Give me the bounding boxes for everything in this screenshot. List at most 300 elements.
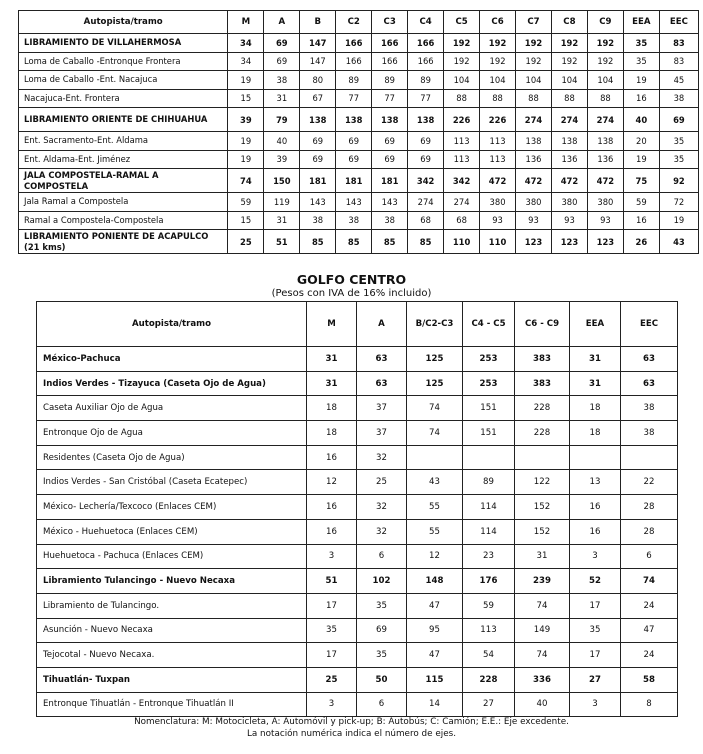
toll-value-cell: 166 [336,52,372,71]
column-header: EEC [659,11,698,34]
toll-value-cell: 113 [444,150,480,169]
table-row [19,150,699,169]
table-header-row [19,11,699,34]
toll-value-cell: 228 [515,396,570,421]
column-header-route: Autopista/tramo [37,302,307,347]
toll-value-cell: 74 [228,169,264,193]
toll-value-cell: 383 [515,371,570,396]
table-row [37,692,678,717]
toll-value-cell: 40 [515,692,570,717]
toll-value-cell: 47 [407,643,463,668]
footnote-axes-note: La notación numérica indica el número de ejes. [246,729,457,739]
toll-value-cell: 18 [307,396,357,421]
toll-value-cell: 110 [480,230,516,254]
route-name-cell: Indios Verdes - San Cristóbal (Caseta Ecatepec) [37,470,307,495]
route-name-cell: Libramiento Tulancingo - Nuevo Necaxa [37,569,307,594]
toll-value-cell: 45 [659,71,698,90]
toll-value-cell: 35 [623,34,659,53]
toll-value-cell: 113 [480,150,516,169]
toll-value-cell: 181 [372,169,408,193]
toll-value-cell: 166 [408,52,444,71]
toll-value-cell: 35 [623,52,659,71]
toll-value-cell: 93 [480,211,516,230]
toll-value-cell: 69 [357,618,407,643]
toll-value-cell: 166 [336,34,372,53]
toll-value-cell: 95 [407,618,463,643]
toll-value-cell: 88 [516,89,552,108]
route-name-cell: Asunción - Nuevo Necaxa [37,618,307,643]
table-row [19,169,699,193]
toll-value-cell: 136 [516,150,552,169]
route-name-cell: Ramal a Compostela-Compostela [19,211,228,230]
toll-value-cell: 115 [407,667,463,692]
toll-value-cell: 147 [300,52,336,71]
toll-value-cell: 55 [407,519,463,544]
toll-value-cell: 75 [623,169,659,193]
toll-value-cell: 16 [570,519,621,544]
toll-value-cell: 228 [515,421,570,446]
column-header: B/C2-C3 [407,302,463,347]
toll-value-cell: 31 [264,89,300,108]
toll-value-cell: 19 [228,132,264,151]
toll-value-cell: 13 [570,470,621,495]
toll-value-cell: 63 [621,347,678,372]
table-row [19,52,699,71]
table-row [37,618,678,643]
toll-value-cell: 68 [444,211,480,230]
toll-value-cell [407,445,463,470]
toll-value-cell: 69 [264,52,300,71]
toll-value-cell: 151 [463,421,515,446]
table-row [37,347,678,372]
toll-value-cell: 26 [623,230,659,254]
table-row [37,396,678,421]
toll-value-cell: 92 [659,169,698,193]
toll-value-cell: 19 [659,211,698,230]
toll-value-cell: 472 [480,169,516,193]
toll-value-cell: 113 [463,618,515,643]
toll-value-cell: 166 [372,34,408,53]
route-name-cell: Nacajuca-Ent. Frontera [19,89,228,108]
column-header: EEA [570,302,621,347]
route-name-cell: México - Huehuetoca (Enlaces CEM) [37,519,307,544]
toll-value-cell: 69 [300,132,336,151]
toll-value-cell: 122 [515,470,570,495]
toll-value-cell: 12 [407,544,463,569]
toll-value-cell: 14 [407,692,463,717]
toll-value-cell: 25 [307,667,357,692]
toll-value-cell: 35 [307,618,357,643]
toll-value-cell: 31 [515,544,570,569]
toll-value-cell: 192 [444,34,480,53]
toll-value-cell: 6 [621,544,678,569]
table-header-row [37,302,678,347]
toll-value-cell: 74 [515,593,570,618]
toll-value-cell: 74 [515,643,570,668]
toll-value-cell: 77 [372,89,408,108]
toll-value-cell: 31 [264,211,300,230]
toll-value-cell: 143 [300,193,336,212]
toll-value-cell: 88 [551,89,587,108]
toll-value-cell: 114 [463,519,515,544]
table-row [19,211,699,230]
column-header: C5 [444,11,480,34]
route-name-cell: México-Pachuca [37,347,307,372]
toll-value-cell: 253 [463,347,515,372]
toll-value-cell: 89 [372,71,408,90]
toll-value-cell: 152 [515,519,570,544]
toll-value-cell: 253 [463,371,515,396]
toll-table-golfo-centro [36,301,678,717]
toll-value-cell: 3 [307,692,357,717]
toll-value-cell: 88 [480,89,516,108]
toll-value-cell: 24 [621,643,678,668]
column-header: A [264,11,300,34]
toll-value-cell: 35 [570,618,621,643]
toll-value-cell: 192 [444,52,480,71]
toll-value-cell: 274 [444,193,480,212]
toll-value-cell: 138 [587,132,623,151]
toll-value-cell: 28 [621,519,678,544]
toll-value-cell: 47 [407,593,463,618]
toll-value-cell: 93 [551,211,587,230]
toll-value-cell: 104 [551,71,587,90]
toll-value-cell: 17 [307,593,357,618]
toll-value-cell: 472 [551,169,587,193]
route-name-cell: Loma de Caballo -Entronque Frontera [19,52,228,71]
toll-value-cell: 113 [444,132,480,151]
toll-value-cell: 63 [621,371,678,396]
toll-value-cell: 6 [357,544,407,569]
route-name-cell: Tejocotal - Nuevo Necaxa. [37,643,307,668]
toll-value-cell: 69 [372,150,408,169]
toll-value-cell: 43 [407,470,463,495]
route-name-cell: Huehuetoca - Pachuca (Enlaces CEM) [37,544,307,569]
toll-value-cell: 143 [336,193,372,212]
toll-value-cell: 27 [463,692,515,717]
column-header: B [300,11,336,34]
toll-value-cell: 104 [444,71,480,90]
toll-value-cell: 228 [463,667,515,692]
toll-value-cell: 52 [570,569,621,594]
toll-value-cell: 83 [659,34,698,53]
toll-value-cell: 152 [515,495,570,520]
route-name-cell: Loma de Caballo -Ent. Nacajuca [19,71,228,90]
toll-value-cell: 69 [300,150,336,169]
table-row [19,108,699,132]
toll-value-cell: 166 [408,34,444,53]
toll-value-cell: 123 [516,230,552,254]
table-row [37,445,678,470]
table-row [37,643,678,668]
table-row [19,34,699,53]
toll-value-cell: 83 [659,52,698,71]
section-title: GOLFO CENTRO [296,272,407,287]
toll-value-cell: 192 [551,52,587,71]
table-row [37,470,678,495]
toll-value-cell: 25 [228,230,264,254]
footnote-nomenclature: Nomenclatura: M: Motocicleta, A: Automóvil y pick-up; B: Autobús; C: Camión; E.E.: Eje excedente. [134,717,569,727]
column-header: C6 [480,11,516,34]
toll-value-cell: 192 [587,34,623,53]
toll-value-cell [621,445,678,470]
toll-value-cell: 31 [307,371,357,396]
toll-value-cell: 55 [407,495,463,520]
toll-value-cell: 181 [300,169,336,193]
toll-value-cell: 166 [372,52,408,71]
toll-value-cell: 69 [372,132,408,151]
toll-value-cell: 89 [408,71,444,90]
route-name-cell: Libramiento de Tulancingo. [37,593,307,618]
toll-value-cell: 59 [228,193,264,212]
toll-value-cell: 192 [587,52,623,71]
toll-value-cell: 176 [463,569,515,594]
toll-value-cell: 342 [408,169,444,193]
route-name-cell: Caseta Auxiliar Ojo de Agua [37,396,307,421]
toll-value-cell: 79 [264,108,300,132]
toll-value-cell: 63 [357,371,407,396]
toll-value-cell: 27 [570,667,621,692]
toll-value-cell: 143 [372,193,408,212]
toll-value-cell: 383 [515,347,570,372]
toll-value-cell: 15 [228,211,264,230]
column-header: M [228,11,264,34]
toll-value-cell: 37 [357,421,407,446]
toll-value-cell: 69 [408,150,444,169]
column-header: A [357,302,407,347]
toll-value-cell: 336 [515,667,570,692]
toll-value-cell: 47 [621,618,678,643]
toll-value-cell: 3 [570,544,621,569]
toll-value-cell: 23 [463,544,515,569]
column-header: C9 [587,11,623,34]
toll-value-cell: 16 [307,519,357,544]
table-row [19,89,699,108]
toll-value-cell: 472 [516,169,552,193]
toll-value-cell: 40 [623,108,659,132]
toll-value-cell: 226 [444,108,480,132]
toll-value-cell: 380 [480,193,516,212]
toll-value-cell: 63 [357,347,407,372]
route-name-cell: Jala Ramal a Compostela [19,193,228,212]
route-name-cell: Tihuatlán- Tuxpan [37,667,307,692]
toll-value-cell: 69 [659,108,698,132]
toll-value-cell: 32 [357,495,407,520]
toll-value-cell: 226 [480,108,516,132]
toll-value-cell: 17 [307,643,357,668]
toll-value-cell: 69 [408,132,444,151]
toll-value-cell: 125 [407,371,463,396]
toll-value-cell: 38 [659,89,698,108]
toll-value-cell: 32 [357,519,407,544]
toll-value-cell: 59 [623,193,659,212]
toll-value-cell: 93 [587,211,623,230]
toll-value-cell: 380 [587,193,623,212]
toll-value-cell: 151 [463,396,515,421]
table-row [37,495,678,520]
route-name-cell: LIBRAMIENTO DE VILLAHERMOSA [19,34,228,53]
toll-value-cell: 74 [621,569,678,594]
toll-value-cell: 74 [407,421,463,446]
toll-value-cell: 31 [307,347,357,372]
toll-value-cell: 54 [463,643,515,668]
toll-value-cell: 380 [551,193,587,212]
route-name-cell: Ent. Aldama-Ent. Jiménez [19,150,228,169]
toll-value-cell: 67 [300,89,336,108]
toll-value-cell: 274 [587,108,623,132]
toll-value-cell [463,445,515,470]
toll-value-cell: 104 [516,71,552,90]
toll-value-cell: 80 [300,71,336,90]
section-subtitle: (Pesos con IVA de 16% incluido) [271,288,432,299]
toll-value-cell: 342 [444,169,480,193]
toll-value-cell: 192 [480,52,516,71]
toll-value-cell: 69 [336,150,372,169]
toll-value-cell: 68 [408,211,444,230]
table-row [37,593,678,618]
table-row [19,193,699,212]
toll-value-cell: 380 [516,193,552,212]
toll-value-cell: 77 [408,89,444,108]
toll-value-cell: 8 [621,692,678,717]
toll-value-cell: 35 [357,593,407,618]
column-header: C7 [516,11,552,34]
toll-value-cell: 20 [623,132,659,151]
toll-value-cell: 16 [623,211,659,230]
toll-value-cell: 16 [307,445,357,470]
toll-value-cell: 15 [228,89,264,108]
toll-value-cell: 136 [551,150,587,169]
route-name-cell: Entronque Tihuatlán - Entronque Tihuatlán II [37,692,307,717]
toll-value-cell: 136 [587,150,623,169]
route-name-cell: LIBRAMIENTO PONIENTE DE ACAPULCO (21 kms) [19,230,228,254]
toll-value-cell: 31 [570,347,621,372]
toll-value-cell: 274 [516,108,552,132]
toll-value-cell: 28 [621,495,678,520]
toll-value-cell: 34 [228,52,264,71]
toll-value-cell: 58 [621,667,678,692]
route-name-cell: JALA COMPOSTELA-RAMAL A COMPOSTELA [19,169,228,193]
toll-value-cell: 148 [407,569,463,594]
toll-value-cell: 88 [444,89,480,108]
toll-value-cell: 18 [307,421,357,446]
toll-value-cell: 37 [357,396,407,421]
toll-value-cell: 40 [264,132,300,151]
toll-value-cell: 89 [336,71,372,90]
toll-value-cell: 192 [551,34,587,53]
toll-value-cell: 125 [407,347,463,372]
toll-value-cell: 69 [264,34,300,53]
toll-value-cell: 16 [307,495,357,520]
toll-value-cell: 18 [570,421,621,446]
toll-value-cell: 38 [300,211,336,230]
toll-value-cell: 85 [372,230,408,254]
toll-value-cell: 35 [659,150,698,169]
toll-value-cell: 19 [228,71,264,90]
toll-value-cell: 88 [587,89,623,108]
toll-value-cell: 3 [307,544,357,569]
toll-value-cell [570,445,621,470]
table-row [37,519,678,544]
toll-value-cell: 35 [659,132,698,151]
column-header-route: Autopista/tramo [19,11,228,34]
toll-value-cell: 19 [228,150,264,169]
toll-value-cell: 16 [570,495,621,520]
toll-value-cell: 138 [372,108,408,132]
toll-value-cell: 149 [515,618,570,643]
toll-value-cell: 192 [516,34,552,53]
toll-value-cell [515,445,570,470]
toll-value-cell: 274 [551,108,587,132]
toll-value-cell: 239 [515,569,570,594]
toll-value-cell: 472 [587,169,623,193]
toll-value-cell: 274 [408,193,444,212]
toll-value-cell: 72 [659,193,698,212]
toll-value-cell: 113 [480,132,516,151]
toll-value-cell: 89 [463,470,515,495]
toll-value-cell: 85 [336,230,372,254]
route-name-cell: Residentes (Caseta Ojo de Agua) [37,445,307,470]
toll-value-cell: 104 [480,71,516,90]
toll-value-cell: 138 [551,132,587,151]
toll-value-cell: 32 [357,445,407,470]
column-header: C6 - C9 [515,302,570,347]
toll-value-cell: 39 [264,150,300,169]
toll-value-cell: 16 [623,89,659,108]
toll-value-cell: 114 [463,495,515,520]
toll-value-cell: 38 [264,71,300,90]
toll-value-cell: 123 [587,230,623,254]
toll-value-cell: 51 [307,569,357,594]
toll-value-cell: 77 [336,89,372,108]
toll-value-cell: 38 [621,421,678,446]
toll-value-cell: 192 [516,52,552,71]
toll-table-libramientos [18,10,699,254]
column-header: EEC [621,302,678,347]
toll-value-cell: 12 [307,470,357,495]
toll-value-cell: 147 [300,34,336,53]
toll-value-cell: 119 [264,193,300,212]
table-row [19,132,699,151]
toll-value-cell: 31 [570,371,621,396]
toll-value-cell: 17 [570,593,621,618]
toll-value-cell: 24 [621,593,678,618]
toll-value-cell: 74 [407,396,463,421]
toll-value-cell: 102 [357,569,407,594]
toll-value-cell: 39 [228,108,264,132]
toll-value-cell: 51 [264,230,300,254]
table-row [37,421,678,446]
toll-value-cell: 19 [623,71,659,90]
toll-value-cell: 138 [336,108,372,132]
toll-value-cell: 69 [336,132,372,151]
toll-value-cell: 38 [621,396,678,421]
table-row [37,667,678,692]
column-header: C4 [408,11,444,34]
toll-value-cell: 85 [300,230,336,254]
toll-value-cell: 38 [372,211,408,230]
toll-value-cell: 22 [621,470,678,495]
toll-value-cell: 138 [300,108,336,132]
toll-value-cell: 34 [228,34,264,53]
table-row [37,544,678,569]
toll-value-cell: 19 [623,150,659,169]
route-name-cell: Ent. Sacramento-Ent. Aldama [19,132,228,151]
route-name-cell: México- Lechería/Texcoco (Enlaces CEM) [37,495,307,520]
toll-value-cell: 123 [551,230,587,254]
toll-value-cell: 18 [570,396,621,421]
column-header: C8 [551,11,587,34]
